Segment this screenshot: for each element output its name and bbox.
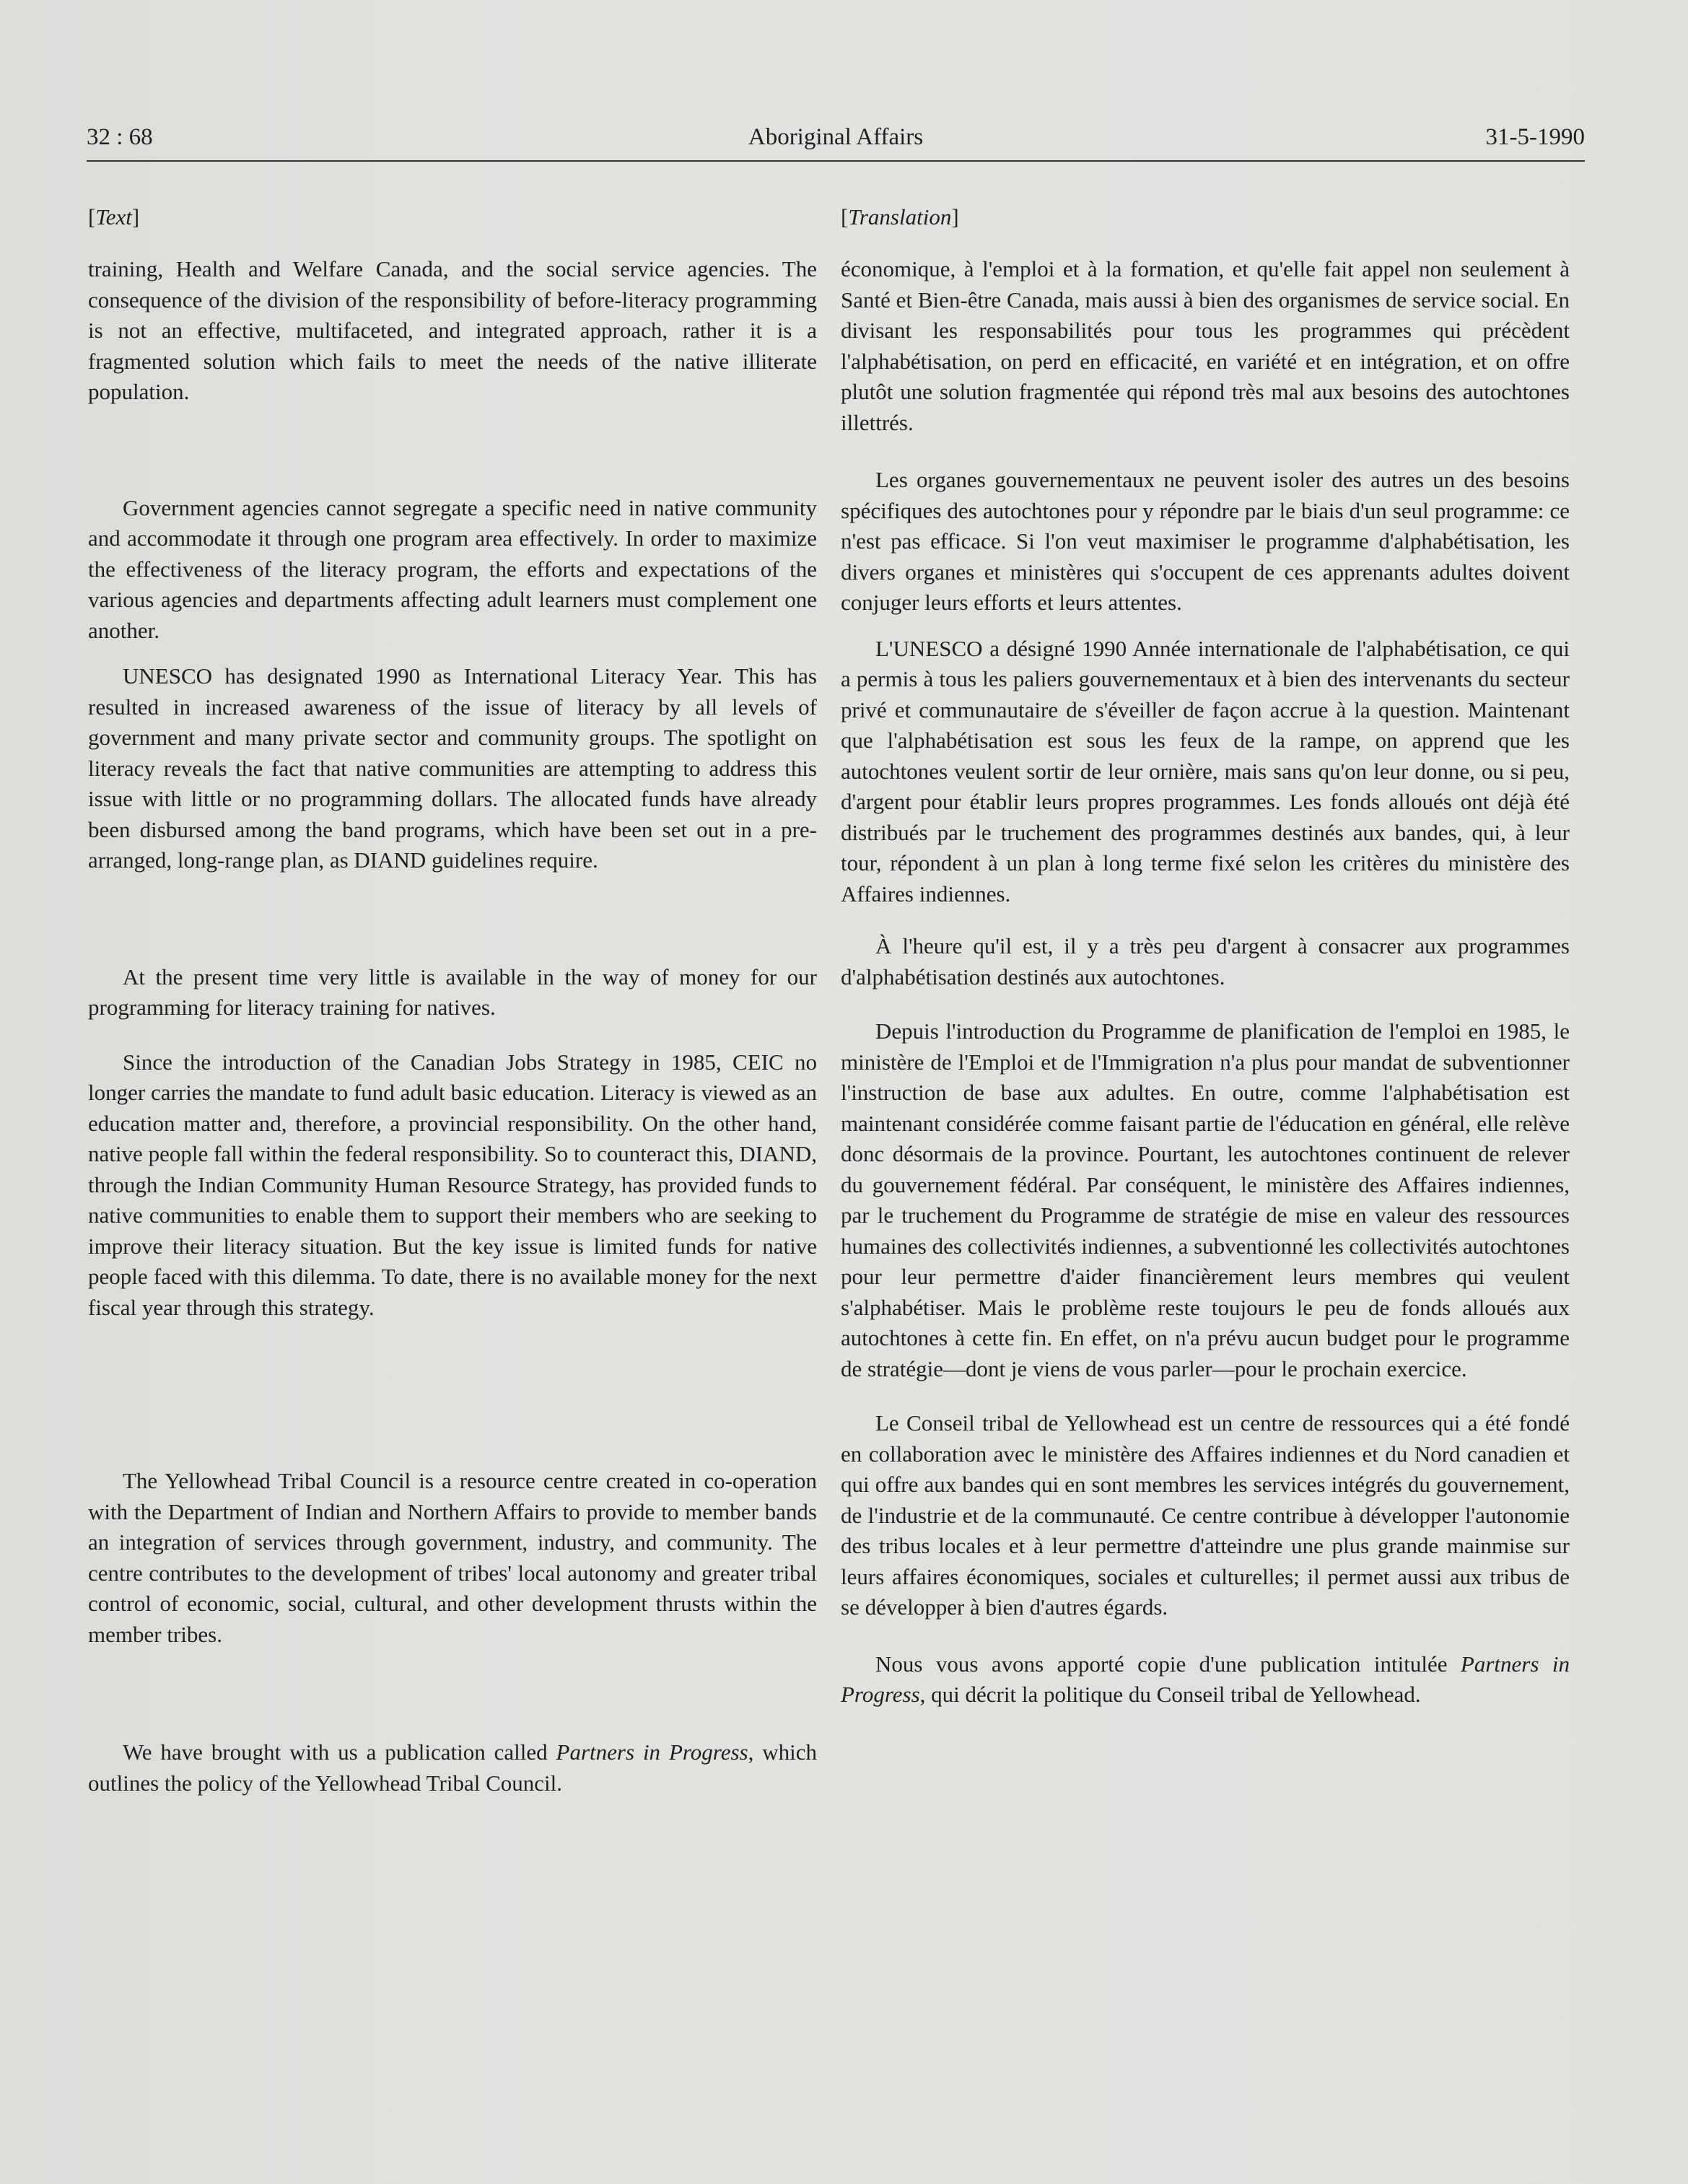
paragraph: L'UNESCO a désigné 1990 Année internationale de l'alphabétisation, ce qui a permis à tous les paliers gouvernementaux et à bien des intervenants du secteur privé et communautaire de s'éveiller de façon accrue à la question. Maintenant que l'alphabétisation est sous les feux de la rampe, on apprend que les autochtones veulent sortir de leur ornière, mais sans qu'on leur donne, ou si peu, d'argent pour établir leurs propres programmes. Les fonds alloués ont déjà été distribués par le truchement des programmes destinés aux bandes, qui, à leur tour, répondent à un plan à long terme fixé selon les critères du ministère des Affaires indiennes. — [841, 635, 1570, 907]
paragraph: UNESCO has designated 1990 as International Literacy Year. This has resulted in increased awareness of the issue of literacy by all levels of government and many private sector and community groups. The spotlight on literacy reveals the fact that native communities are attempting to address this issue with little or no programming dollars. The allocated funds have already been disbursed among the band programs, which have been set out in a pre-arranged, long-range plan, as DIAND guidelines require. — [88, 663, 817, 873]
paragraph: Le Conseil tribal de Yellowhead est un centre de ressources qui a été fondé en collaboration avec le ministère des Affaires indiennes et du Nord canadien et qui offre aux bandes qui en sont membres les services intégrés du gouvernement, de l'industrie et de la communauté. Ce centre contribue à développer l'autonomie des tribus locales et à leur permettre d'atteindre une plus grande mainmise sur leurs affaires économiques, sociales et culturelles; il permet aussi aux tribus de se développer à bien d'autres égards. — [841, 1410, 1570, 1620]
column-label: Translation — [848, 204, 952, 230]
publication-title: Partners in Progress — [841, 1651, 1570, 1707]
paragraph: Government agencies cannot segregate a specific need in native community and accommodate it through one program area effectively. In order to maximize the effectiveness of the literacy program, the efforts and expectations of the various agencies and departments affecting adult learners must complement one another. — [88, 494, 817, 643]
paragraph: Nous vous avons apporté copie d'une publication intitulée Partners in Progress, qui décrit la politique du Conseil tribal de Yellowhead. — [841, 1651, 1570, 1707]
paragraph: Since the introduction of the Canadian Jobs Strategy in 1985, CEIC no longer carries the mandate to fund adult basic education. Literacy is viewed as an education matter and, therefore, a provincial responsibility. On the other hand, native people fall within the federal responsibility. So to counteract this, DIAND, through the Indian Community Human Resource Strategy, has provided funds to native communities to enable them to support their members who are seeking to improve their literacy situation. But the key issue is limited funds for native people faced with this dilemma. To date, there is no available money for the next fiscal year through this strategy. — [88, 1049, 817, 1320]
paragraph: We have brought with us a publication called Partners in Progress, which outlines the policy of the Yellowhead Tribal Council. — [88, 1739, 818, 1796]
english-column — [88, 202, 817, 1799]
paragraph: Les organes gouvernementaux ne peuvent isoler des autres un des besoins spécifiques des autochtones pour y répondre par le biais d'un seul programme: ce n'est pas efficace. Si l'on veut maximiser le programme d'alphabétisation, les divers organes et ministères qui s'occupent de ces apprenants adultes doivent conjuger leurs efforts et leurs attentes. — [841, 467, 1570, 615]
column-label-translation: [Translation] — [841, 204, 959, 230]
french-column — [841, 202, 1570, 1711]
paragraph: Depuis l'introduction du Programme de planification de l'emploi en 1985, le ministère de l'Emploi et de l'Immigration n'a plus pour mandat de subventionner l'instruction de base aux adultes. En outre, comme l'alphabétisation est maintenant considérée comme faisant partie de l'éducation en général, elle relève donc désormais de la province. Pourtant, les autochtones continuent de relever du gouvernement fédéral. Par conséquent, le ministère des Affaires indiennes, par le truchement du Programme de stratégie de mise en valeur des ressources humaines des collectivités indiennes, a subventionné les collectivités autochtones pour leur permettre d'aider financièrement leurs membres qui veulent s'alphabétiser. Mais le problème reste toujours le peu de fonds alloués aux autochtones à cette fin. En effet, on n'a prévu aucun budget pour le programme de stratégie—dont je viens de vous parler—pour le prochain exercice. — [841, 1018, 1570, 1381]
running-title: Aboriginal Affairs — [748, 124, 924, 150]
paragraph: training, Health and Welfare Canada, and the social service agencies. The consequence of the division of the responsibility of before-literacy programming is not an effective, multifaceted, and integrated approach, rather it is a fragmented solution which fails to meet the needs of the native illiterate population. — [88, 256, 817, 404]
paragraph: At the present time very little is available in the way of money for our programming for literacy training for natives. — [88, 964, 817, 1020]
column-label-text: [Text] — [88, 204, 140, 230]
column-label: Text — [95, 204, 132, 230]
publication-title: Partners in Progress — [556, 1739, 748, 1765]
paragraph: économique, à l'emploi et à la formation, et qu'elle fait appel non seulement à Santé et Bien-être Canada, mais aussi à bien des organismes de service social. En divisant les responsabilités pour tous les programmes qui précèdent l'alphabétisation, on perd en efficacité, en variété et en intégration, et on offre plutôt une solution fragmentée qui répond très mal aux besoins des autochtones illettrés. — [841, 256, 1570, 435]
page-header — [87, 121, 1585, 162]
paragraph: À l'heure qu'il est, il y a très peu d'argent à consacrer aux programmes d'alphabétisation destinés aux autochtones. — [841, 933, 1570, 990]
page-number: 32 : 68 — [87, 124, 153, 150]
paragraph: The Yellowhead Tribal Council is a resource centre created in co-operation with the Department of Indian and Northern Affairs to provide to member bands an integration of services through government, industry, and community. The centre contributes to the development of tribes' local autonomy and greater tribal control of economic, social, cultural, and other development thrusts within the member tribes. — [88, 1468, 817, 1647]
header-date: 31-5-1990 — [1485, 124, 1585, 150]
